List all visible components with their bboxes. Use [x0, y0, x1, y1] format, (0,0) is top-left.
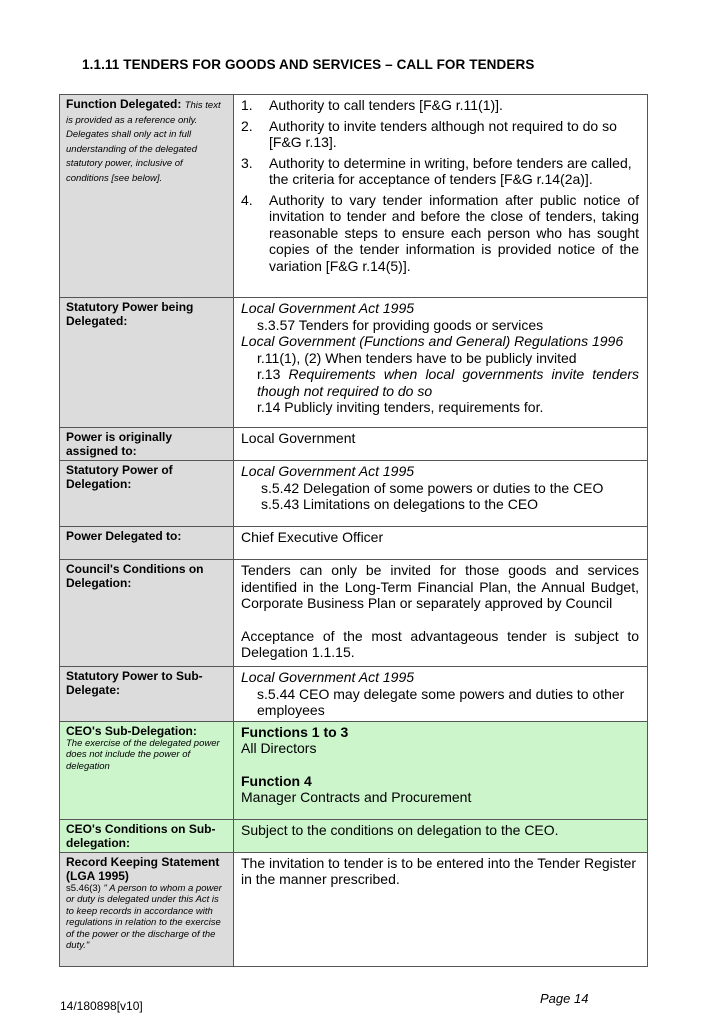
section-item: s.5.44 CEO may delegate some powers and duties to other employees [257, 685, 625, 718]
list-item: 1. Authority to call tenders [F&G r.11(1)]. [241, 97, 503, 113]
statutory-power-label: Statutory Power being Delegated: [66, 300, 194, 328]
table-row [60, 819, 648, 852]
statutory-power-value [234, 298, 648, 428]
delegated-to-label-cell [60, 527, 234, 560]
table-row [60, 95, 648, 298]
delegated-to-value: Chief Executive Officer [234, 527, 648, 560]
record-keeping-label: Record Keeping Statement (LGA 1995) [66, 854, 220, 883]
ceo-conditions-label: CEO's Conditions on Sub-delegation: [66, 821, 216, 850]
council-conditions-value [234, 560, 648, 667]
sub-delegate-power-label-cell [60, 667, 234, 722]
power-of-delegation-value [234, 461, 648, 527]
regulation-item: r.11(1), (2) When tenders have to be publicly invited [257, 349, 577, 366]
council-conditions-label: Council's Conditions on Delegation: [66, 562, 204, 590]
condition-paragraph: Acceptance of the most advantageous tender is subject to Delegation 1.1.15. [241, 627, 639, 660]
function-group-value: Manager Contracts and Procurement [241, 789, 472, 805]
delegation-table [59, 94, 648, 967]
table-row [60, 527, 648, 560]
function-group-title: Function 4 [241, 772, 312, 789]
ceo-sub-delegation-note: The exercise of the delegated power does not include the power of delegation [66, 737, 220, 772]
power-of-delegation-label: Statutory Power of Delegation: [66, 463, 173, 491]
function-delegated-value [234, 95, 648, 298]
ceo-sub-delegation-label: CEO's Sub-Delegation: [66, 723, 197, 738]
section-item: s.3.57 Tenders for providing goods or services [257, 316, 544, 333]
page-number: Page 14 [540, 991, 589, 1006]
document-reference: 14/180898[v10] [60, 999, 143, 1013]
council-conditions-label-cell [60, 560, 234, 667]
regulation-name: Local Government (Functions and General) Regulations 1996 [241, 333, 624, 349]
section-item: s.5.42 Delegation of some powers or duties to the CEO [261, 479, 604, 496]
regulation-item: r.14 Publicly inviting tenders, requirements for. [257, 399, 544, 415]
function-delegated-label-cell [60, 95, 234, 298]
delegated-to-label: Power Delegated to: [66, 529, 182, 543]
sub-delegate-power-label: Statutory Power to Sub-Delegate: [66, 669, 203, 697]
ceo-sub-delegation-value [234, 721, 648, 819]
list-item: 4. Authority to vary tender information after public notice of invitation to tender and before the close of tenders, taking reasonable steps to ensure each person who has sought copies of the tender information is provided notice of the variation [F&G r.14(5)]. [241, 191, 639, 274]
table-row [60, 721, 648, 819]
power-of-delegation-label-cell [60, 461, 234, 527]
regulation-item: r.13 Requirements when local governments invite tenders though not required to do so [257, 366, 640, 399]
ceo-conditions-value: Subject to the conditions on delegation to the CEO. [234, 819, 648, 852]
section-item: s.5.43 Limitations on delegations to the CEO [261, 496, 539, 512]
function-delegated-note: This text is provided as a reference only. Delegates shall only act in full understanding of the delegated statutory power, inclusive of conditions [see below]. [66, 100, 221, 184]
table-row [60, 298, 648, 428]
table-row [60, 428, 648, 461]
act-name: Local Government Act 1995 [241, 669, 415, 685]
originally-assigned-value: Local Government [234, 428, 648, 461]
originally-assigned-label-cell [60, 428, 234, 461]
function-group-value: All Directors [241, 740, 317, 756]
list-item: 3. Authority to determine in writing, before tenders are called, the criteria for acceptance of tenders [F&G r.14(2a)]. [241, 154, 632, 187]
act-name: Local Government Act 1995 [241, 300, 415, 316]
list-item: 2. Authority to invite tenders although not required to do so [F&G r.13]. [241, 117, 617, 150]
originally-assigned-label: Power is originally assigned to: [66, 430, 173, 458]
function-delegated-label: Function Delegated: [66, 97, 182, 111]
table-row [60, 560, 648, 667]
ceo-sub-delegation-label-cell [60, 721, 234, 819]
sub-delegate-power-value [234, 667, 648, 722]
act-name: Local Government Act 1995 [241, 463, 415, 479]
record-keeping-note: s5.46(3) " A person to whom a power or duty is delegated under this Act is to keep records in accordance with regulations in relation to the exercise of the power or the discharge of the duty." [66, 882, 222, 951]
function-group-title: Functions 1 to 3 [241, 723, 349, 740]
table-row [60, 852, 648, 966]
table-row [60, 461, 648, 527]
statutory-power-label-cell [60, 298, 234, 428]
function-list [241, 97, 639, 274]
section-heading: 1.1.11 TENDERS FOR GOODS AND SERVICES – CALL FOR TENDERS [82, 57, 535, 72]
record-keeping-value: The invitation to tender is to be entered into the Tender Register in the manner prescribed. [234, 852, 648, 966]
condition-paragraph: Tenders can only be invited for those goods and services identified in the Long-Term Financial Plan, the Annual Budget, Corporate Business Plan or separately approved by Council [241, 562, 639, 611]
record-keeping-label-cell [60, 852, 234, 966]
table-row [60, 667, 648, 722]
ceo-conditions-label-cell [60, 819, 234, 852]
